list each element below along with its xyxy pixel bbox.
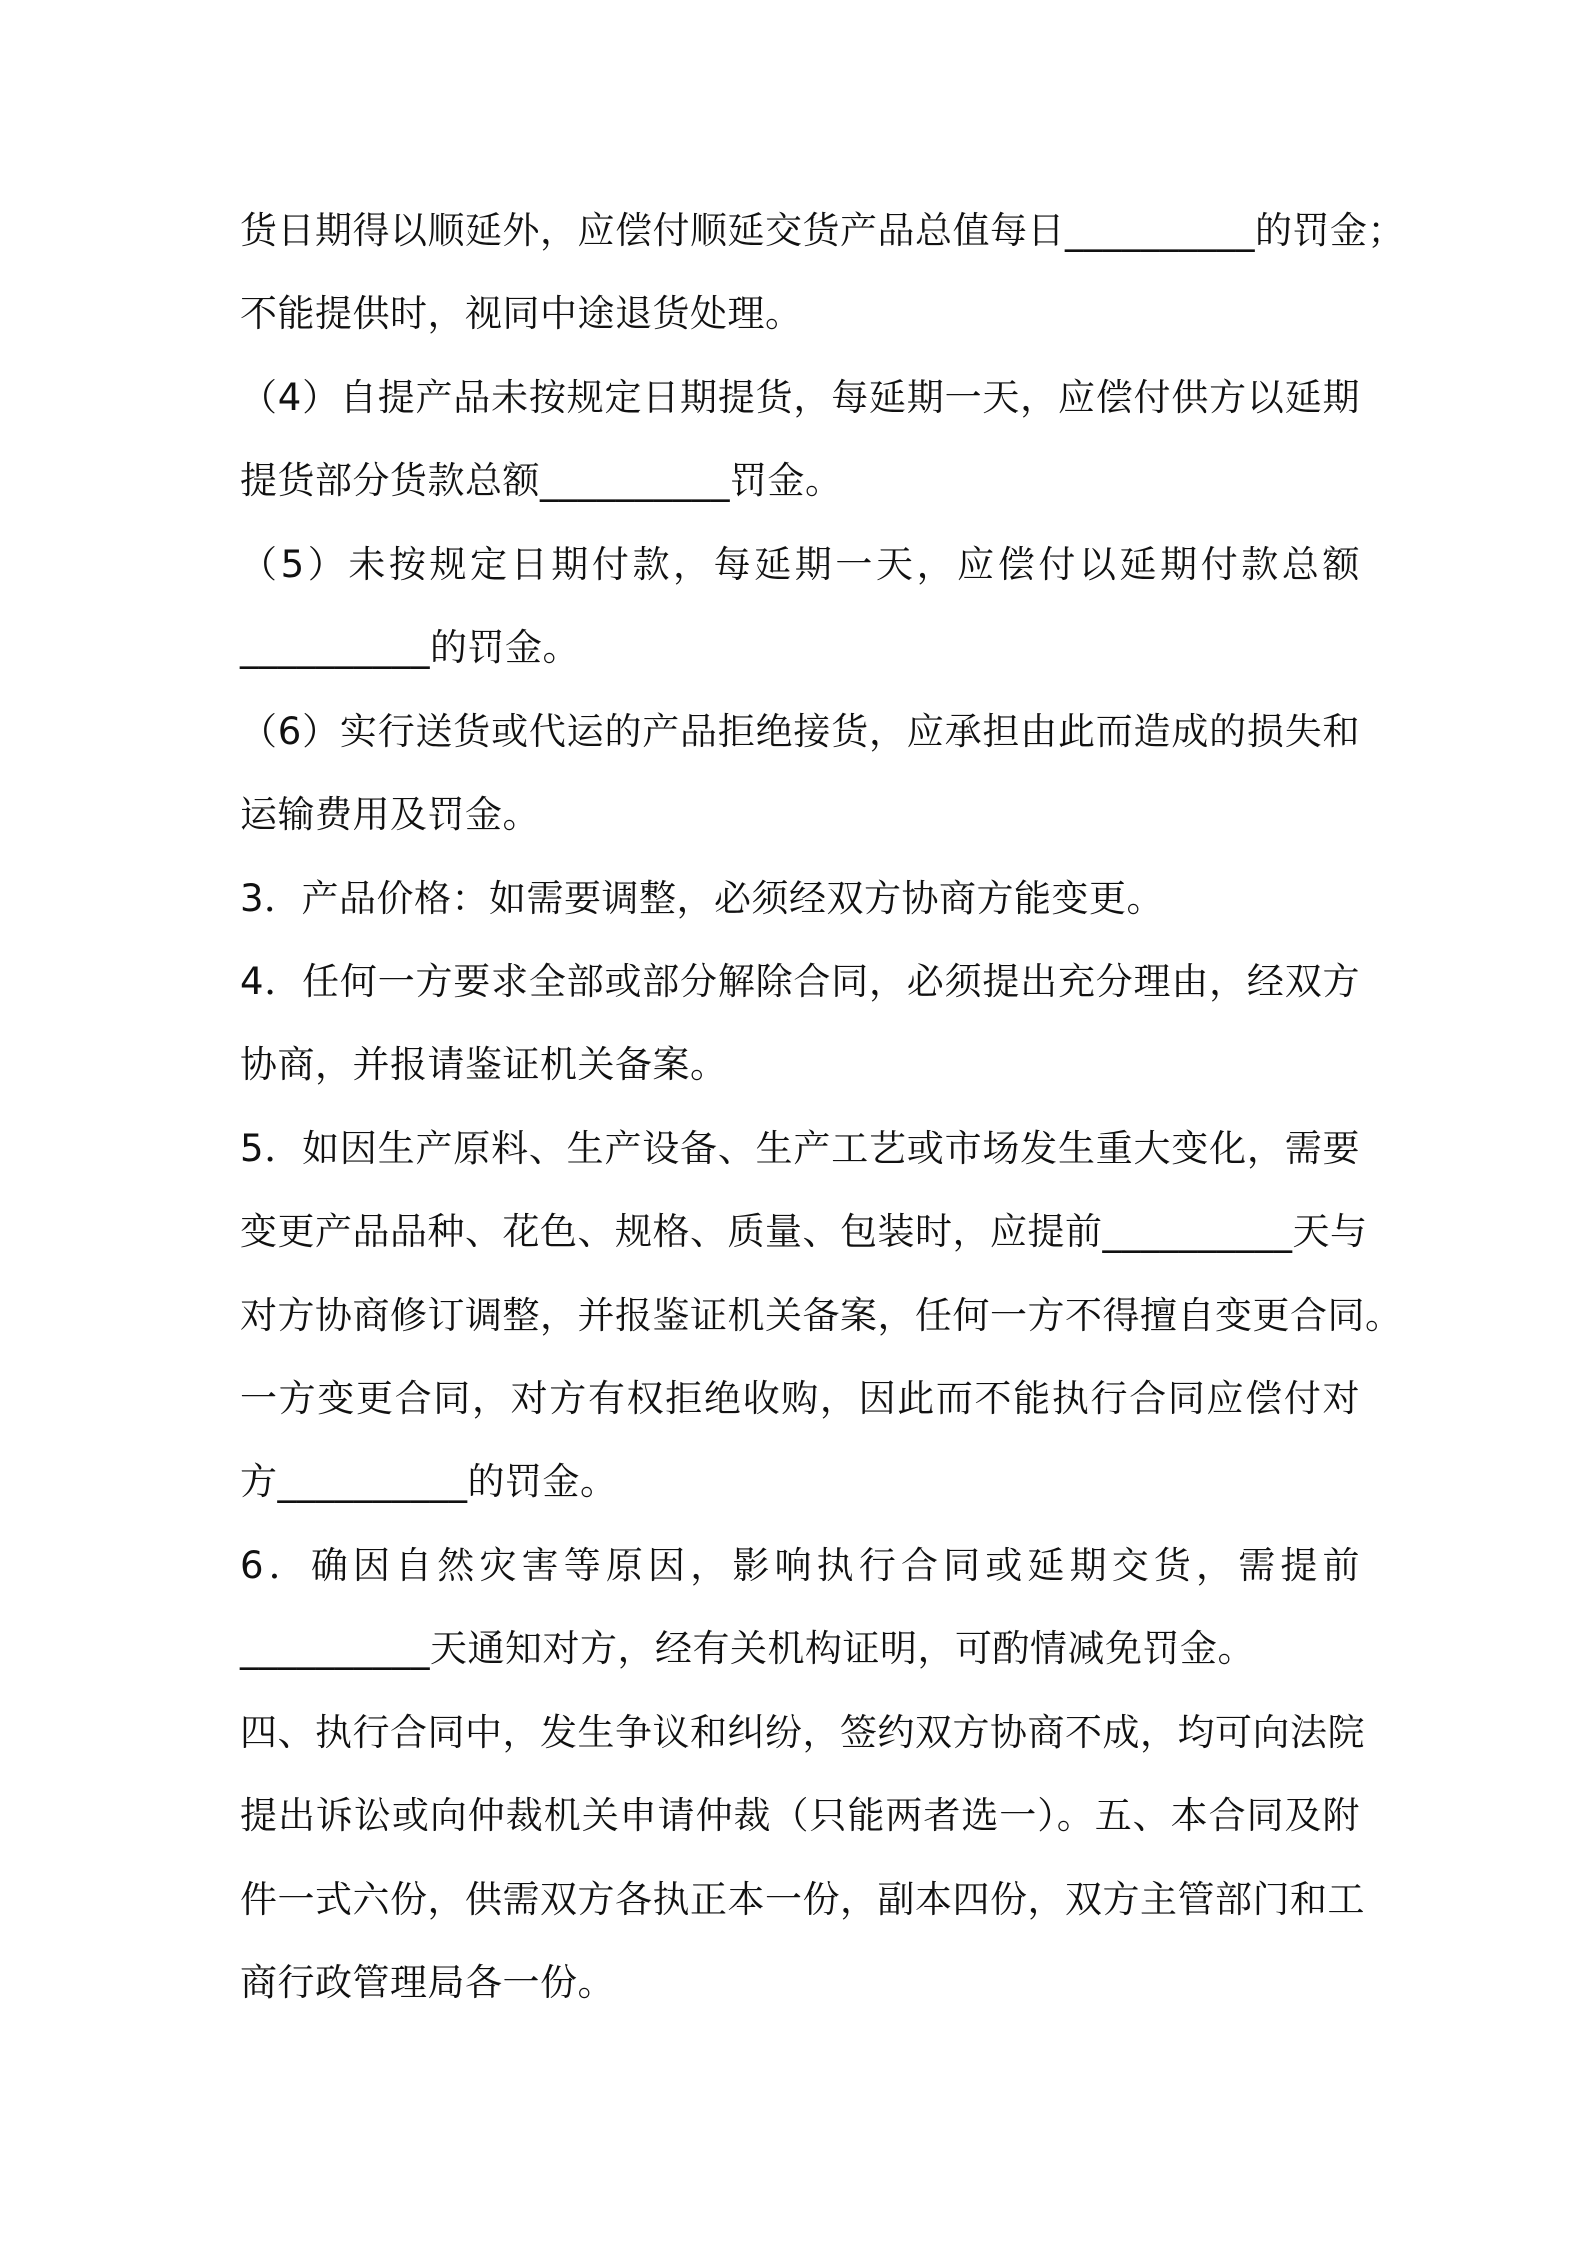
text-line: 4．任何一方要求全部或部分解除合同，必须提出充分理由，经双方 bbox=[240, 960, 1360, 1003]
text-line: 商行政管理局各一份。 bbox=[240, 1961, 615, 2004]
text-line: 提货部分货款总额__________罚金。 bbox=[240, 459, 843, 502]
text-line: 5．如因生产原料、生产设备、生产工艺或市场发生重大变化，需要 bbox=[240, 1127, 1360, 1170]
text-line: （4）自提产品未按规定日期提货，每延期一天，应偿付供方以延期 bbox=[240, 376, 1360, 419]
text-line: （5）未按规定日期付款，每延期一天，应偿付以延期付款总额 bbox=[240, 543, 1360, 586]
text-line: 变更产品品种、花色、规格、质量、包装时，应提前__________天与 bbox=[240, 1210, 1368, 1253]
text-line: 方__________的罚金。 bbox=[240, 1460, 618, 1503]
text-line: 提出诉讼或向仲裁机关申请仲裁（只能两者选一）。五、本合同及附 bbox=[240, 1794, 1360, 1837]
text-line: （6）实行送货或代运的产品拒绝接货，应承担由此而造成的损失和 bbox=[240, 710, 1360, 753]
text-line: 不能提供时，视同中途退货处理。 bbox=[240, 292, 803, 335]
text-line: 四、执行合同中，发生争议和纠纷，签约双方协商不成，均可向法院 bbox=[240, 1711, 1365, 1754]
text-line: 6．确因自然灾害等原因，影响执行合同或延期交货，需提前 bbox=[240, 1544, 1360, 1587]
text-line: 一方变更合同，对方有权拒绝收购，因此而不能执行合同应偿付对 bbox=[240, 1377, 1360, 1420]
text-line: __________天通知对方，经有关机构证明，可酌情减免罚金。 bbox=[240, 1627, 1255, 1670]
text-line: 对方协商修订调整，并报鉴证机关备案，任何一方不得擅自变更合同。 bbox=[240, 1294, 1403, 1337]
text-line: 件一式六份，供需双方各执正本一份，副本四份，双方主管部门和工 bbox=[240, 1878, 1365, 1921]
text-line: 协商，并报请鉴证机关备案。 bbox=[240, 1043, 728, 1086]
text-line: __________的罚金。 bbox=[240, 626, 580, 669]
text-line: 3．产品价格：如需要调整，必须经双方协商方能变更。 bbox=[240, 877, 1165, 920]
text-line: 运输费用及罚金。 bbox=[240, 793, 540, 836]
text-line: 货日期得以顺延外，应偿付顺延交货产品总值每日__________的罚金； bbox=[240, 209, 1405, 252]
